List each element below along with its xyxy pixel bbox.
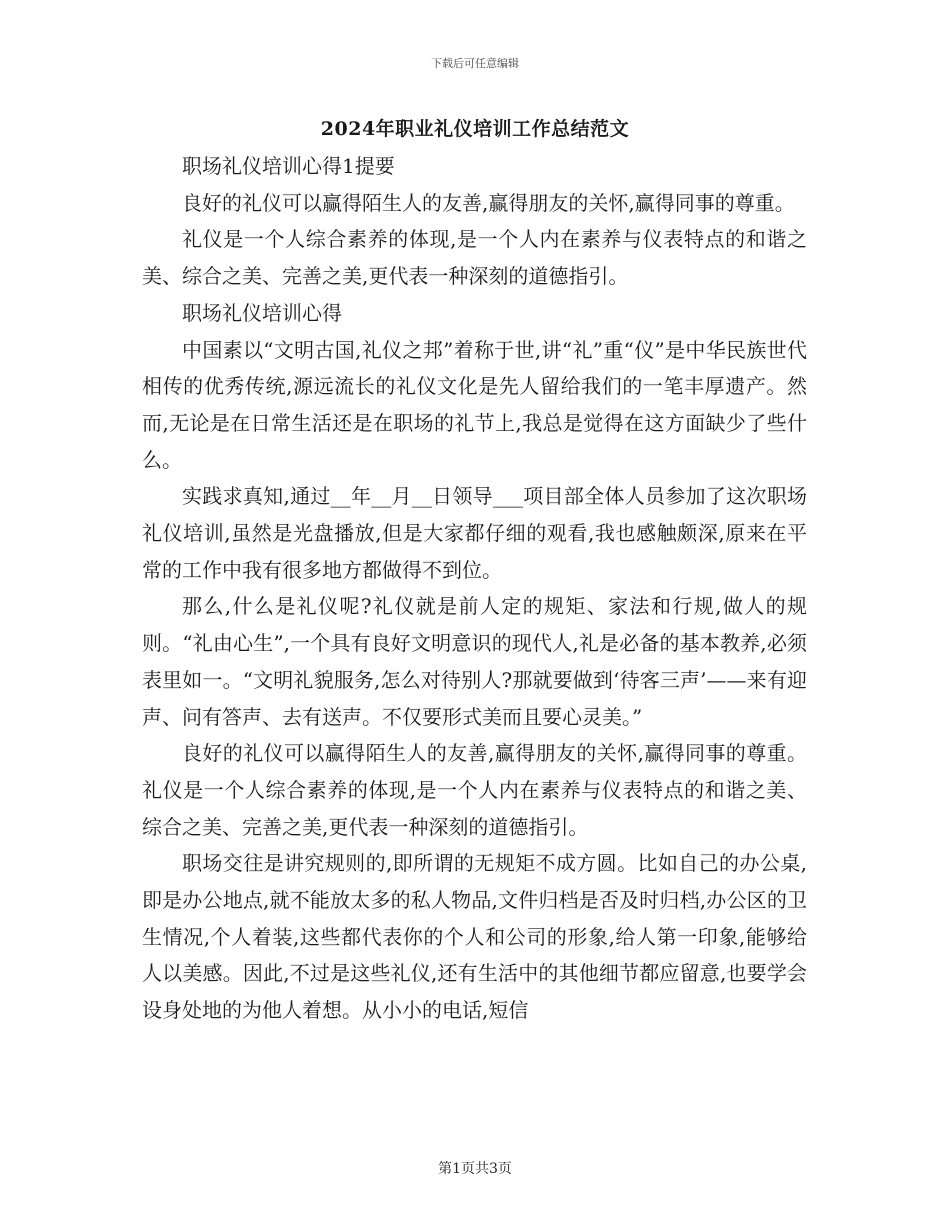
paragraph: 那么,什么是礼仪呢?礼仪就是前人定的规矩、家法和行规,做人的规则。“礼由心生”,一个具有良好文明意识的现代人,礼是必备的基本教养,必须表里如一。“文明礼貌服务,怎么对待别人?那就要做到‘待客三声’——来有迎声、问有答声、去有送声。不仅要形式美而且要心灵美。” bbox=[142, 594, 807, 729]
paragraph: 良好的礼仪可以赢得陌生人的友善,赢得朋友的关怀,赢得同事的尊重。 bbox=[182, 190, 795, 215]
paragraph: 职场交往是讲究规则的,即所谓的无规矩不成方圆。比如自己的办公桌,即是办公地点,就不能放太多的私人物品,文件归档是否及时归档,办公区的卫生情况,个人着装,这些都代表你的个人和公司的形象,给人第一印象,能够给人以美感。因此,不过是这些礼仪,还有生活中的其他细节都应留意,也要学会设身处地的为他人着想。从小小的电话,短信 bbox=[142, 851, 807, 1023]
header-note: 下载后可任意编辑 bbox=[431, 57, 519, 70]
page-number: 第1页共3页 bbox=[438, 1161, 512, 1177]
paragraph-subheading-1: 职场礼仪培训心得1提要 bbox=[182, 154, 395, 178]
document-body bbox=[142, 148, 807, 1029]
paragraph: 礼仪是一个人综合素养的体现,是一个人内在素养与仪表特点的和谐之美、综合之美、完善之美,更代表一种深刻的道德指引。 bbox=[142, 227, 807, 289]
document-title: 2024年职业礼仪培训工作总结范文 bbox=[320, 118, 630, 140]
paragraph: 中国素以“文明古国,礼仪之邦”着称于世,讲“礼”重“仪”是中华民族世代相传的优秀传统,源远流长的礼仪文化是先人留给我们的一笔丰厚遗产。然而,无论是在日常生活还是在职场的礼节上,我总是觉得在这方面缺少了些什么。 bbox=[142, 337, 807, 472]
paragraph: 良好的礼仪可以赢得陌生人的友善,赢得朋友的关怀,赢得同事的尊重。礼仪是一个人综合素养的体现,是一个人内在素养与仪表特点的和谐之美、综合之美、完善之美,更代表一种深刻的道德指引。 bbox=[142, 741, 807, 839]
paragraph-subheading-2: 职场礼仪培训心得 bbox=[182, 300, 342, 325]
paragraph: 实践求真知,通过__年__月__日领导___项目部全体人员参加了这次职场礼仪培训,虽然是光盘播放,但是大家都仔细的观看,我也感触颇深,原来在平常的工作中我有很多地方都做得不到位。 bbox=[142, 484, 807, 582]
